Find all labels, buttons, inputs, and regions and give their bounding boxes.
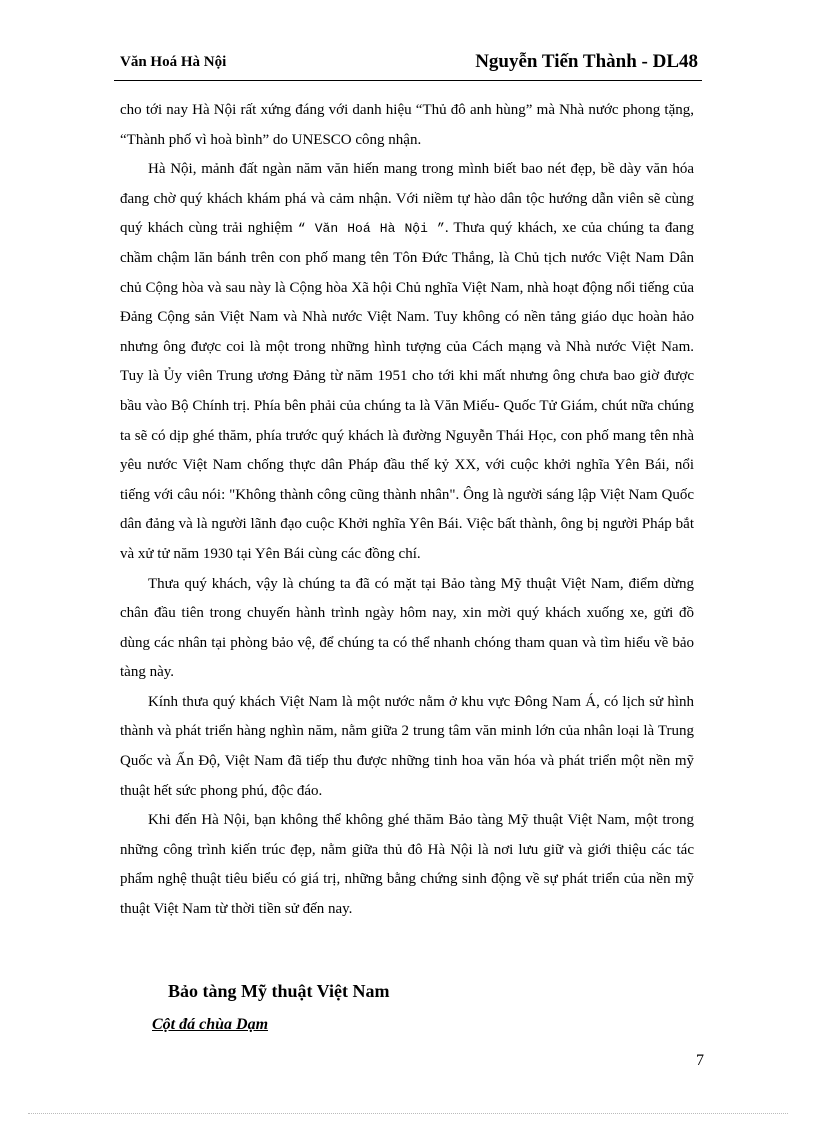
- paragraph-text: Hà Nội, mảnh đất ngàn năm văn hiến mang trong mình biết bao nét đẹp, bề dày văn hóa đang chờ quý khách khám phá và cảm nhận. Với niềm tự hào dân tộc hướng dẫn viên sẽ cùng quý khách cùng trải nghiệm: [120, 161, 694, 237]
- paragraph: Khi đến Hà Nội, bạn không thể không ghé thăm Bảo tàng Mỹ thuật Việt Nam, một trong những công trình kiến trúc đẹp, nằm giữa thủ đô Hà Nội là nơi lưu giữ và giới thiệu các tác phẩm nghệ thuật tiêu biểu có giá trị, những bằng chứng sinh động về sự phát triển của nền mỹ thuật Việt Nam từ thời tiền sử đến nay.: [120, 812, 694, 918]
- section-title: Bảo tàng Mỹ thuật Việt Nam: [168, 981, 390, 1001]
- header-divider: [114, 80, 702, 81]
- header-document-title: Văn Hoá Hà Nội: [120, 54, 227, 70]
- header-author: Nguyễn Tiến Thành - DL48: [475, 51, 698, 72]
- body-text: [120, 96, 694, 925]
- paragraph: cho tới nay Hà Nội rất xứng đáng với danh hiệu “Thủ đô anh hùng” mà Nhà nước phong tặng, “Thành phố vì hoà bình” do UNESCO công nhận.: [120, 102, 694, 148]
- paragraph: Thưa quý khách, vậy là chúng ta đã có mặt tại Bảo tàng Mỹ thuật Việt Nam, điểm dừng chân đầu tiên trong chuyến hành trình ngày hôm nay, xin mời quý khách xuống xe, gửi đồ dùng các nhân tại phòng bảo vệ, để chúng ta có thể nhanh chóng tham quan và tìm hiểu về bảo tàng này.: [120, 575, 694, 681]
- paragraph: [120, 155, 694, 569]
- quoted-title: “ Văn Hoá Hà Nội ”: [297, 221, 445, 237]
- subsection-title: Cột đá chùa Dạm: [152, 1016, 269, 1033]
- paragraph: Kính thưa quý khách Việt Nam là một nước nằm ở khu vực Đông Nam Á, có lịch sử hình thành và phát triển hàng nghìn năm, nằm giữa 2 trung tâm văn minh lớn của nhân loại là Trung Quốc và Ấn Độ, Việt Nam đã tiếp thu được những tinh hoa văn hóa và phát triển một nền mỹ thuật hết sức phong phú, độc đáo.: [120, 693, 694, 799]
- page-bottom-divider: [28, 1113, 788, 1114]
- paragraph-text: . Thưa quý khách, xe của chúng ta đang chầm chậm lăn bánh trên con phố mang tên Tôn Đức Thắng, là Chủ tịch nước Việt Nam Dân chủ Cộng hòa và sau này là Cộng hòa Xã hội Chủ nghĩa Việt Nam, nhà hoạt động nổi tiếng của Đảng Cộng sản Việt Nam và Nhà nước Việt Nam. Tuy không có nền tảng giáo dục hoàn hảo nhưng ông được coi là một trong những hình tượng của Cách mạng và Nhà nước Việt Nam. Tuy là Ủy viên Trung ương Đảng từ năm 1951 cho tới khi mất nhưng ông chưa bao giờ được bầu vào Bộ Chính trị. Phía bên phải của chúng ta là Văn Miếu- Quốc Tử Giám, chút nữa chúng ta sẽ có dịp ghé thăm, phía trước quý khách là đường Nguyễn Thái Học, con phố mang tên nhà yêu nước Việt Nam chống thực dân Pháp đầu thế kỷ XX, với cuộc khởi nghĩa Yên Bái, nổi tiếng với câu nói: "Không thành công cũng thành nhân". Ông là người sáng lập Việt Nam Quốc dân đảng và là người lãnh đạo cuộc Khởi nghĩa Yên Bái. Việc bất thành, ông bị người Pháp bắt và xử tử năm 1930 tại Yên Bái cùng các đồng chí.: [120, 220, 694, 562]
- page-number: 7: [696, 1052, 704, 1069]
